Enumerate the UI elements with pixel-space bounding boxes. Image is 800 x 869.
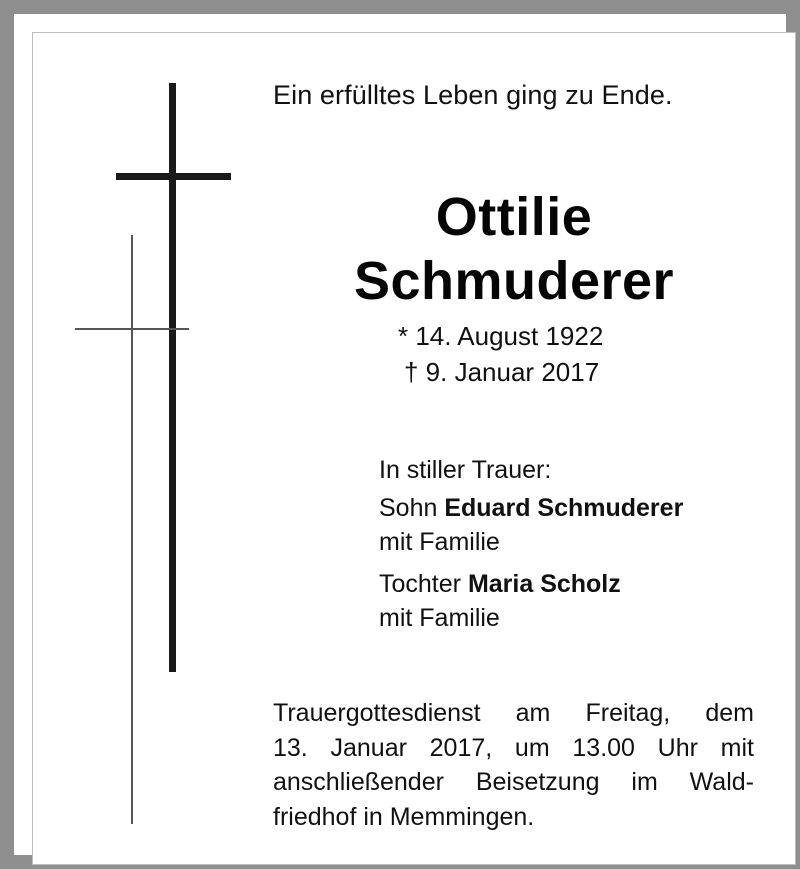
service-line-1: Trauergottesdienst am Freitag, dem [273, 699, 754, 727]
son-name: Eduard Schmuderer [444, 494, 684, 522]
funeral-service-details [273, 696, 754, 834]
service-line-4: friedhof in Memmingen. [273, 802, 535, 831]
daughter-mourner [379, 570, 621, 599]
death-date: † 9. Januar 2017 [404, 357, 600, 387]
deceased-last-name: Schmuderer [353, 251, 675, 311]
service-line-3: anschließender Beisetzung im Wald- [273, 768, 754, 796]
son-mourner [379, 494, 683, 523]
primary-cross-icon-horizontal [116, 173, 231, 180]
deceased-first-name: Ottilie [435, 187, 593, 247]
son-prefix: Sohn [379, 494, 438, 522]
birth-date: * 14. August 1922 [398, 321, 604, 351]
mourning-heading: In stiller Trauer: [379, 456, 552, 484]
intro-text: Ein erfülltes Leben ging zu Ende. [273, 80, 673, 110]
service-line-2: 13. Januar 2017, um 13.00 Uhr mit [273, 733, 754, 762]
secondary-cross-icon-vertical [131, 235, 133, 824]
daughter-family: mit Familie [379, 604, 500, 632]
daughter-name: Maria Scholz [467, 570, 621, 598]
daughter-prefix: Tochter [379, 570, 461, 598]
secondary-cross-icon-horizontal [75, 328, 189, 330]
primary-cross-icon-vertical [169, 83, 176, 672]
son-family: mit Familie [379, 528, 500, 556]
